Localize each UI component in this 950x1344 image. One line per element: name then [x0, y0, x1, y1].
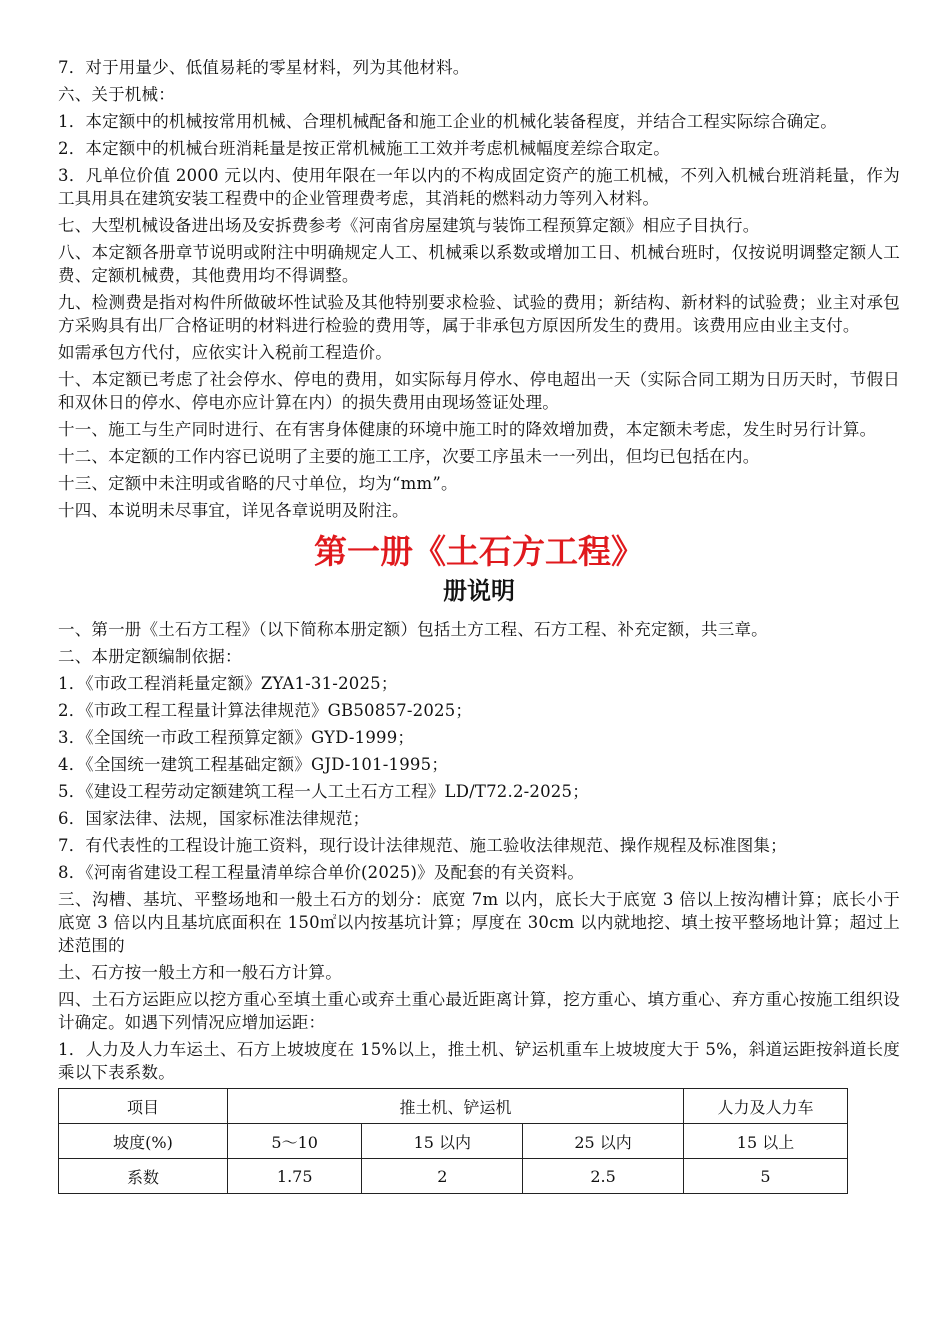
- paragraph: 土、石方按一般土方和一般石方计算。: [58, 963, 342, 982]
- table-cell: 2: [362, 1159, 523, 1194]
- paragraph: 1．本定额中的机械按常用机械、合理机械配备和施工企业的机械化装备程度，并结合工程实际综合确定。: [58, 112, 837, 131]
- paragraph: 九、检测费是指对构件所做破坏性试验及其他特别要求检验、试验的费用；新结构、新材料的试验费；业主对承包方采购具有出厂合格证明的材料进行检验的费用等，属于非承包方原因所发生的费用。该费用应由业主支付。: [58, 293, 900, 335]
- paragraph: 5．《建设工程劳动定额建筑工程一人工土石方工程》LD/T72.2-2025；: [58, 782, 589, 801]
- paragraph: 8．《河南省建设工程工程量清单综合单价(2025)》及配套的有关资料。: [58, 863, 585, 882]
- paragraph: 6．国家法律、法规，国家标准法律规范；: [58, 809, 370, 828]
- table-cell: 25 以内: [523, 1124, 684, 1159]
- paragraph: 十四、本说明未尽事宜，详见各章说明及附注。: [58, 501, 409, 520]
- paragraph: 七、大型机械设备进出场及安拆费参考《河南省房屋建筑与装饰工程预算定额》相应子目执行。: [58, 216, 760, 235]
- table-header-row: [59, 1089, 848, 1124]
- paragraph: 1．《市政工程消耗量定额》ZYA1-31-2025；: [58, 674, 398, 693]
- table-cell: 15 以上: [684, 1124, 848, 1159]
- paragraph: 一、第一册《土石方工程》（以下简称本册定额）包括土方工程、石方工程、补充定额，共三章。: [58, 620, 768, 639]
- paragraph: 7．对于用量少、低值易耗的零星材料，列为其他材料。: [58, 58, 470, 77]
- paragraph: 四、土石方运距应以挖方重心至填土重心或弃土重心最近距离计算，挖方重心、填方重心、弃方重心按施工组织设计确定。如遇下列情况应增加运距：: [58, 990, 900, 1032]
- paragraph: 十、本定额已考虑了社会停水、停电的费用，如实际每月停水、停电超出一天（实际合同工期为日历天时，节假日和双休日的停水、停电亦应计算在内）的损失费用由现场签证处理。: [58, 370, 900, 412]
- paragraph: 1．人力及人力车运土、石方上坡坡度在 15%以上，推土机、铲运机重车上坡坡度大于 5%，斜道运距按斜道长度乘以下表系数。: [58, 1040, 900, 1082]
- section-general-notes: [58, 56, 900, 522]
- table-cell: 15 以内: [362, 1124, 523, 1159]
- paragraph: 2．本定额中的机械台班消耗量是按正常机械施工工效并考虑机械幅度差综合取定。: [58, 139, 670, 158]
- table-cell: 1.75: [228, 1159, 362, 1194]
- table-header-cell: 人力及人力车: [684, 1089, 848, 1124]
- table-row: [59, 1124, 848, 1159]
- paragraph: 八、本定额各册章节说明或附注中明确规定人工、机械乘以系数或增加工日、机械台班时，仅按说明调整定额人工费、定额机械费，其他费用均不得调整。: [58, 243, 900, 285]
- paragraph: 六、关于机械：: [58, 85, 175, 104]
- volume-subtitle: 册说明: [443, 577, 515, 605]
- section-volume-notes: [58, 618, 900, 1084]
- paragraph: 十一、施工与生产同时进行、在有害身体健康的环境中施工时的降效增加费，本定额未考虑，发生时另行计算。: [58, 420, 877, 439]
- paragraph: 4．《全国统一建筑工程基础定额》GJD-101-1995；: [58, 755, 449, 774]
- volume-title: 第一册《土石方工程》: [314, 532, 644, 571]
- paragraph: 3．《全国统一市政工程预算定额》GYD-1999；: [58, 728, 415, 747]
- table-cell: 5: [684, 1159, 848, 1194]
- table-cell: 坡度(%): [59, 1124, 228, 1159]
- table-cell: 5～10: [228, 1124, 362, 1159]
- table-cell: 2.5: [523, 1159, 684, 1194]
- paragraph: 2．《市政工程工程量计算法律规范》GB50857-2025；: [58, 701, 473, 720]
- paragraph: 如需承包方代付，应依实计入税前工程造价。: [58, 343, 392, 362]
- paragraph: 7．有代表性的工程设计施工资料，现行设计法律规范、施工验收法律规范、操作规程及标准图集；: [58, 836, 787, 855]
- paragraph: 3．凡单位价值 2000 元以内、使用年限在一年以内的不构成固定资产的施工机械，不列入机械台班消耗量，作为工具用具在建筑安装工程费中的企业管理费考虑，其消耗的燃料动力等列入材料。: [58, 166, 900, 208]
- paragraph: 三、沟槽、基坑、平整场地和一般土石方的划分：底宽 7m 以内，底长大于底宽 3 倍以上按沟槽计算；底长小于底宽 3 倍以内且基坑底面积在 150㎡以内按基坑计算；厚度在 30cm 以内就地挖、填土按平整场地计算；超过上述范围的: [58, 890, 900, 955]
- paragraph: 二、本册定额编制依据：: [58, 647, 242, 666]
- table-header-cell: 推土机、铲运机: [228, 1089, 684, 1124]
- table-row: [59, 1159, 848, 1194]
- paragraph: 十二、本定额的工作内容已说明了主要的施工工序，次要工序虽未一一列出，但均已包括在内。: [58, 447, 760, 466]
- slope-coefficient-table: [58, 1088, 848, 1194]
- table-header-cell: 项目: [59, 1089, 228, 1124]
- table-cell: 系数: [59, 1159, 228, 1194]
- document-page: [58, 56, 900, 1194]
- paragraph: 十三、定额中未注明或省略的尺寸单位，均为“mm”。: [58, 474, 458, 493]
